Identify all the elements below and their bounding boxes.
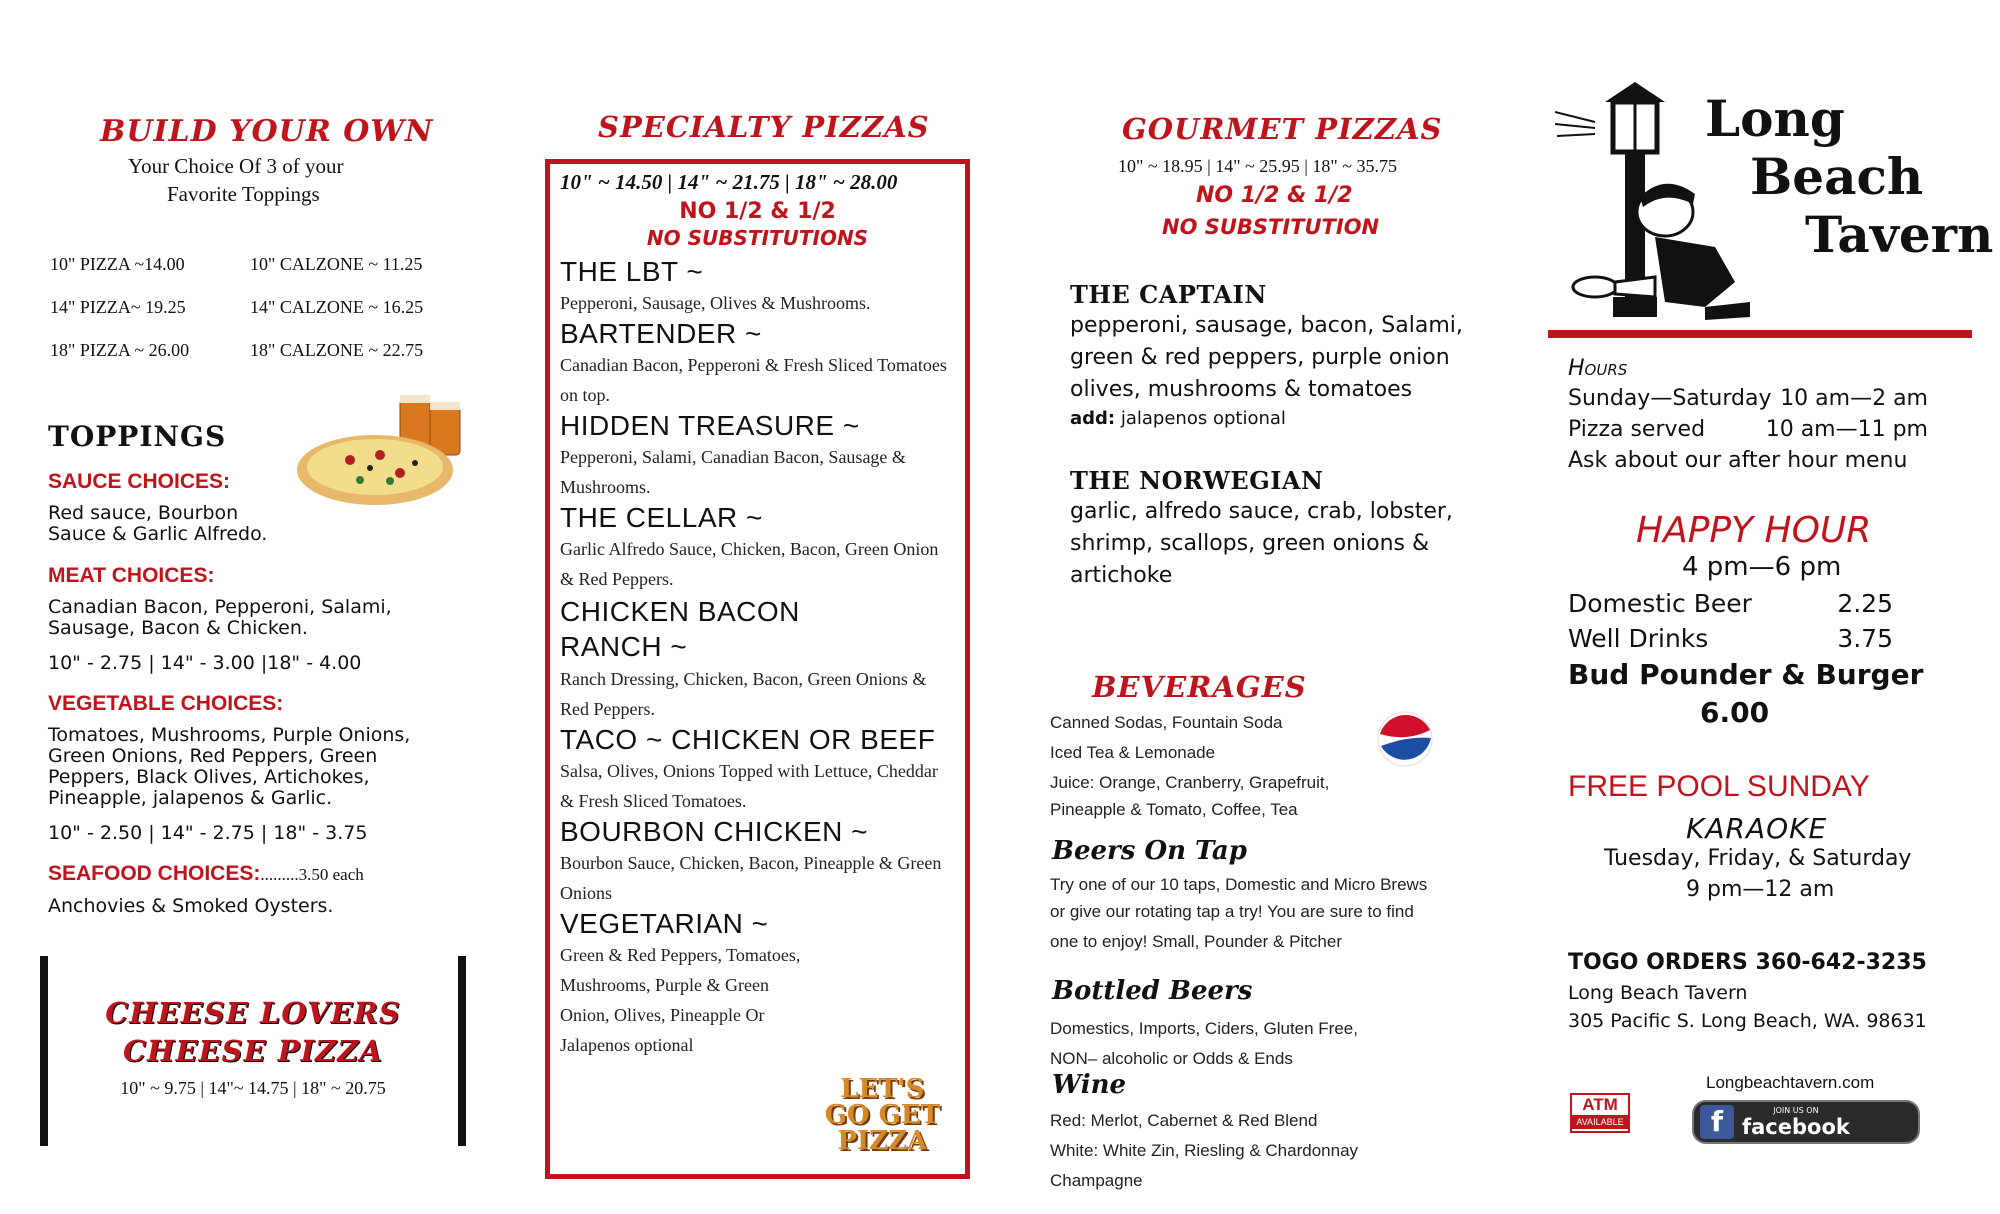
hours-days: Sunday—Saturday: [1568, 386, 1772, 411]
happy-price: 2.25: [1837, 589, 1893, 618]
vegetable-choices-heading: VEGETABLE CHOICES:: [48, 692, 284, 715]
hours-row: [1568, 414, 1928, 445]
hours-block: [1568, 383, 1928, 476]
hours-time: 10 am—2 am: [1780, 386, 1928, 411]
happy-hour-row: [1568, 586, 1893, 621]
meat-choices-heading: MEAT CHOICES:: [48, 564, 215, 587]
specialty-pizzas-title: SPECIALTY PIZZAS: [598, 110, 930, 144]
specialty-note-half: NO 1/2 & 1/2: [679, 199, 836, 224]
beverage-list: [1050, 708, 1350, 825]
beverages-title: BEVERAGES: [1092, 670, 1307, 704]
price-14-pizza: 14" PIZZA~ 19.25: [50, 297, 186, 317]
hours-after-menu: Ask about our after hour menu: [1568, 448, 1908, 473]
specialty-item-name: VEGETARIAN ~: [560, 908, 769, 939]
logo-word-long: Long: [1705, 89, 1845, 148]
specialty-item-desc: Garlic Alfredo Sauce, Chicken, Bacon, Green Onion & Red Peppers.: [560, 539, 939, 589]
specialty-item-name: TACO ~ CHICKEN OR BEEF: [560, 724, 936, 755]
wine-list: [1050, 1106, 1470, 1196]
specialty-item-name: CHICKEN BACON RANCH ~: [560, 596, 800, 662]
vegetable-choices-price: 10" - 2.50 | 14" - 2.75 | 18" - 3.75: [48, 822, 368, 844]
pizza-beer-image: [295, 385, 475, 510]
price-10-pizza: 10" PIZZA ~14.00: [50, 254, 185, 274]
logo-text: [1705, 90, 1993, 264]
cheese-lovers-box: [40, 956, 466, 1146]
happy-hour-list: [1568, 586, 1893, 656]
specialty-item-desc: Green & Red Peppers, Tomatoes, Mushrooms, Purple & Green Onion, Olives, Pineapple Or Jalapenos optional: [560, 945, 801, 1055]
lets-go-get-pizza-badge: [825, 1076, 940, 1154]
norwegian-desc: garlic, alfredo sauce, crab, lobster, shrimp, scallops, green onions & artichoke: [1070, 499, 1453, 588]
gourmet-price: 10" ~ 18.95 | 14" ~ 25.95 | 18" ~ 35.75: [1118, 156, 1397, 176]
facebook-button[interactable]: [1692, 1100, 1920, 1144]
build-your-own-title: BUILD YOUR OWN: [100, 114, 434, 149]
beers-on-tap-heading: Beers On Tap: [1052, 836, 1247, 866]
specialty-item-name: BOURBON CHICKEN ~: [560, 816, 868, 847]
facebook-join-text: JOIN US ON: [1773, 1106, 1819, 1115]
bottled-beers-heading: Bottled Beers: [1052, 976, 1253, 1006]
hours-row: [1568, 383, 1928, 414]
specialty-item-desc: Pepperoni, Sausage, Olives & Mushrooms.: [560, 293, 871, 313]
specialty-item-name: THE LBT ~: [560, 256, 704, 287]
happy-hour-time: 4 pm—6 pm: [1682, 552, 1842, 582]
specialty-item: [560, 410, 955, 502]
badge-line: PIZZA: [837, 1126, 928, 1156]
captain-name: THE CAPTAIN: [1070, 280, 1267, 309]
tap-line: Try one of our 10 taps, Domestic and Micro Brews: [1050, 875, 1428, 894]
badge-line: GO GET: [824, 1100, 940, 1130]
free-pool-sunday: FREE POOL SUNDAY: [1568, 770, 1870, 803]
bottled-line: Domestics, Imports, Ciders, Gluten Free,: [1050, 1019, 1358, 1038]
atm-label: ATM: [1582, 1095, 1618, 1114]
seafood-choices-heading: SEAFOOD CHOICES:: [48, 862, 261, 885]
build-subtitle-1: Your Choice Of 3 of your: [128, 154, 344, 178]
tavern-address: 305 Pacific S. Long Beach, WA. 98631: [1568, 1010, 1927, 1032]
bottled-line: NON– alcoholic or Odds & Ends: [1050, 1049, 1293, 1068]
tavern-name: Long Beach Tavern: [1568, 982, 1748, 1004]
price-18-pizza: 18" PIZZA ~ 26.00: [50, 340, 190, 360]
specialty-item-name: HIDDEN TREASURE ~: [560, 410, 860, 441]
specialty-item: [560, 502, 955, 594]
specialty-item-desc: Pepperoni, Salami, Canadian Bacon, Sausage & Mushrooms.: [560, 447, 906, 497]
specialty-item: [560, 256, 955, 318]
facebook-icon: f: [1700, 1105, 1734, 1139]
wine-line: Red: Merlot, Cabernet & Red Blend: [1050, 1111, 1318, 1130]
badge-line: LET'S: [840, 1074, 925, 1104]
cheese-lovers-line1: CHEESE LOVERS: [105, 996, 401, 1030]
karaoke-days: Tuesday, Friday, & Saturday: [1604, 846, 1912, 871]
specialty-item: [560, 724, 955, 816]
seafood-choices-text: Anchovies & Smoked Oysters.: [48, 895, 334, 917]
happy-item: Domestic Beer: [1568, 589, 1752, 618]
togo-orders: TOGO ORDERS 360-642-3235: [1568, 950, 1927, 975]
specialty-item-name: THE CELLAR ~: [560, 502, 763, 533]
logo-underline: [1548, 330, 1972, 338]
beverage-line: Canned Sodas, Fountain Soda: [1050, 713, 1283, 732]
website: Longbeachtavern.com: [1706, 1073, 1875, 1092]
tap-line: or give our rotating tap a try! You are sure to find: [1050, 902, 1414, 921]
karaoke-time: 9 pm—12 am: [1686, 877, 1835, 902]
atm-sign: [1570, 1093, 1630, 1133]
specialty-item-name: BARTENDER ~: [560, 318, 762, 349]
cheese-lovers-line2: CHEESE PIZZA: [122, 1034, 384, 1068]
specialty-item: [560, 318, 955, 410]
hours-days: Pizza served: [1568, 417, 1706, 442]
pepsi-logo-icon: [1377, 708, 1433, 770]
hours-title: Hours: [1568, 356, 1628, 381]
specialty-item: [560, 908, 955, 1060]
captain-desc: pepperoni, sausage, bacon, Salami, green & red peppers, purple onion olives, mushrooms & tomatoes: [1070, 313, 1463, 402]
hours-time: 10 am—11 pm: [1765, 417, 1928, 442]
specialty-item-desc: Ranch Dressing, Chicken, Bacon, Green Onions & Red Peppers.: [560, 669, 927, 719]
beverage-line: Iced Tea & Lemonade: [1050, 743, 1216, 762]
gourmet-pizzas-title: GOURMET PIZZAS: [1122, 112, 1443, 146]
sauce-choices-text: Red sauce, Bourbon Sauce & Garlic Alfredo.: [48, 502, 268, 545]
seafood-price-each: .........3.50 each: [260, 865, 364, 884]
facebook-word: facebook: [1742, 1115, 1850, 1139]
specialty-item-desc: Salsa, Olives, Onions Topped with Lettuce, Cheddar & Fresh Sliced Tomatoes.: [560, 761, 938, 811]
vegetable-choices-text: Tomatoes, Mushrooms, Purple Onions, Green Onions, Red Peppers, Green Peppers, Black Olives, Artichokes, Pineapple, jalapenos & Garlic.: [48, 724, 411, 809]
beers-on-tap-list: [1050, 876, 1470, 957]
atm-available: AVAILABLE: [1572, 1115, 1628, 1129]
captain-add-label: add:: [1070, 408, 1116, 429]
gourmet-note-half: NO 1/2 & 1/2: [1196, 183, 1353, 208]
build-price-grid: [50, 254, 470, 361]
wine-line: Champagne: [1050, 1171, 1143, 1190]
happy-item: Well Drinks: [1568, 624, 1709, 653]
price-14-calzone: 14" CALZONE ~ 16.25: [250, 297, 424, 317]
specialty-item-desc: Bourbon Sauce, Chicken, Bacon, Pineapple & Green Onions: [560, 853, 942, 903]
happy-hour-deal: Bud Pounder & Burger: [1568, 658, 1924, 691]
gourmet-note-nosub: NO SUBSTITUTION: [1162, 215, 1380, 239]
cheese-lovers-price: 10" ~ 9.75 | 14"~ 14.75 | 18" ~ 20.75: [120, 1078, 386, 1098]
beverage-line: Pineapple & Tomato, Coffee, Tea: [1050, 800, 1298, 819]
specialty-price: 10" ~ 14.50 | 14" ~ 21.75 | 18" ~ 28.00: [560, 170, 898, 194]
price-18-calzone: 18" CALZONE ~ 22.75: [250, 340, 424, 360]
specialty-item: [560, 594, 955, 724]
happy-price: 3.75: [1837, 624, 1893, 653]
meat-choices-text: Canadian Bacon, Pepperoni, Salami, Sausage, Bacon & Chicken.: [48, 596, 392, 639]
happy-hour-row: [1568, 621, 1893, 656]
tap-line: one to enjoy! Small, Pounder & Pitcher: [1050, 932, 1342, 951]
captain-add-text: jalapenos optional: [1120, 408, 1286, 429]
logo-word-beach: Beach: [1750, 147, 1924, 206]
specialty-pizzas-box: [545, 159, 970, 1179]
logo-word-tavern: Tavern: [1805, 205, 1994, 264]
bottled-beers-list: [1050, 1014, 1470, 1074]
price-10-calzone: 10" CALZONE ~ 11.25: [250, 254, 423, 274]
meat-choices-price: 10" - 2.75 | 14" - 3.00 |18" - 4.00: [48, 652, 362, 674]
happy-hour-deal-price: 6.00: [1700, 696, 1770, 729]
norwegian-name: THE NORWEGIAN: [1070, 466, 1324, 495]
toppings-title: TOPPINGS: [48, 420, 227, 453]
build-subtitle-2: Favorite Toppings: [167, 182, 320, 206]
happy-hour-title: HAPPY HOUR: [1636, 510, 1872, 551]
specialty-item: [560, 816, 955, 908]
karaoke-title: KARAOKE: [1686, 812, 1828, 845]
captain-add-row: [1070, 408, 1286, 429]
specialty-item-desc: Canadian Bacon, Pepperoni & Fresh Sliced Tomatoes on top.: [560, 355, 947, 405]
beverage-line: Juice: Orange, Cranberry, Grapefruit,: [1050, 773, 1330, 792]
sauce-choices-heading: SAUCE CHOICES:: [48, 470, 231, 493]
seafood-choices-row: [48, 862, 364, 886]
wine-heading: Wine: [1052, 1070, 1127, 1100]
wine-line: White: White Zin, Riesling & Chardonnay: [1050, 1141, 1359, 1160]
specialty-note-nosub: NO SUBSTITUTIONS: [646, 226, 869, 250]
